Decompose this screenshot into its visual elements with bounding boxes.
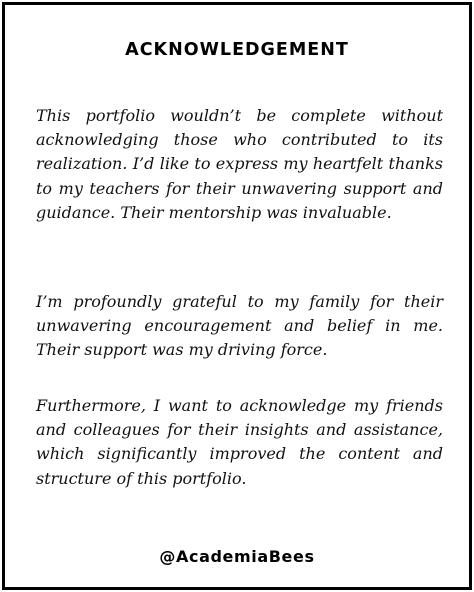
paragraph-friends: Furthermore, I want to acknowledge my friends and colleagues for their insights and assistance, which significantly improved the content and structure of this portfolio. bbox=[36, 396, 443, 488]
paragraph-family: I’m profoundly grateful to my family for their unwavering encouragement and belief in me. Their support was my driving force. bbox=[36, 292, 443, 360]
page-title: ACKNOWLEDGEMENT bbox=[125, 40, 349, 60]
page-border bbox=[2, 2, 472, 590]
paragraph-teachers: This portfolio wouldn’t be complete without acknowledging those who contributed to its realization. I’d like to express my heartfelt thanks to my teachers for their unwavering support and guidance. Their mentorship was invaluable. bbox=[36, 106, 443, 222]
footer-handle: @AcademiaBees bbox=[159, 547, 315, 566]
